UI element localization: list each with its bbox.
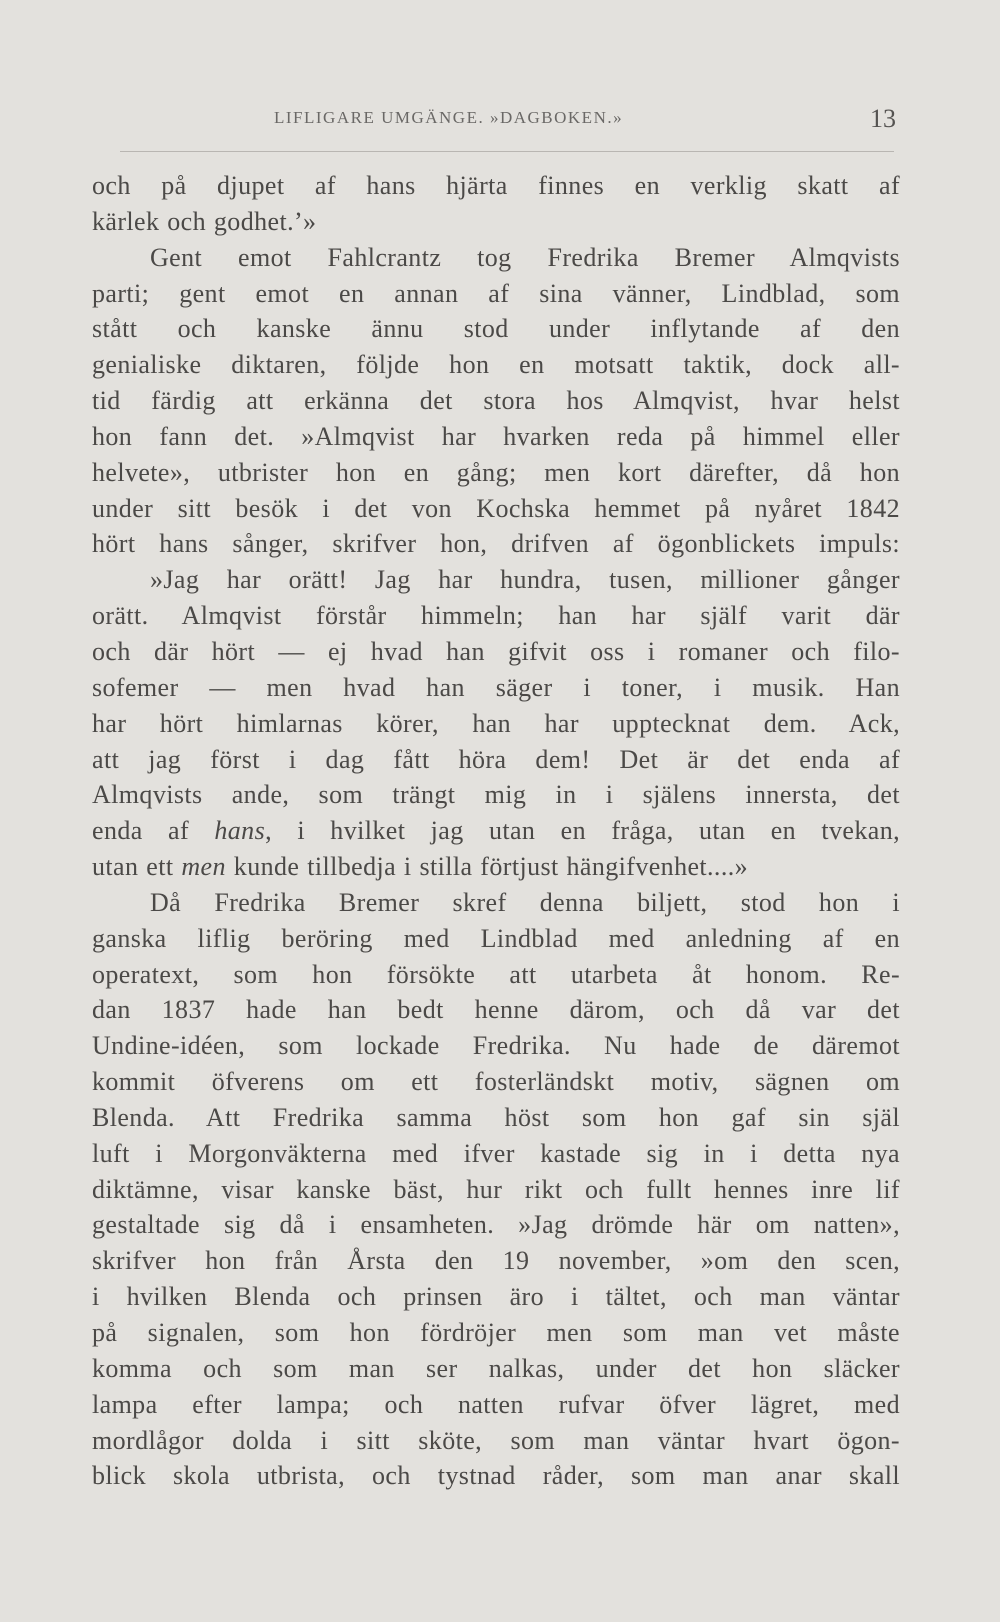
text-line: lampa efter lampa; och natten rufvar öfver lägret, med [92,1389,900,1419]
italic-word: men [181,852,226,882]
text-line: att jag först i dag fått höra dem! Det är det enda af [92,744,900,774]
text-run: enda af [92,816,215,846]
text-line: Blenda. Att Fredrika samma höst som hon gaf sin själ [92,1102,900,1132]
text-line: »Jag har orätt! Jag har hundra, tusen, millioner gånger [150,565,900,595]
text-run: utan ett [92,852,182,882]
text-line: och på djupet af hans hjärta finnes en verklig skatt af [92,171,900,200]
text-line: under sitt besök i det von Kochska hemmet på nyåret 1842 [92,493,900,523]
text-line: på signalen, som hon fördröjer men som man vet måste [92,1318,900,1347]
text-line: luft i Morgonväkterna med ifver kastade sig in i detta nya [92,1138,900,1168]
text-line: kärlek och godhet.’» [92,206,317,236]
text-line: ganska liflig beröring med Lindblad med anledning af en [92,923,900,953]
text-line: har hört himlarnas körer, han har upptecknat dem. Ack, [92,708,900,738]
text-line-men [92,849,900,885]
text-line: helvete», utbrister hon en gång; men kort därefter, då hon [92,457,900,487]
text-line: och där hört — ej hvad han gifvit oss i romaner och filo- [92,636,900,666]
text-run: kunde tillbedja i stilla förtjust hängifvenhet....» [225,852,749,882]
italic-word: hans [214,816,266,846]
text-line: Undine-idéen, som lockade Fredrika. Nu hade de däremot [92,1031,900,1061]
text-line: orätt. Almqvist förstår himmeln; han har själf varit där [92,601,900,631]
text-line: Då Fredrika Bremer skref denna biljett, stod hon i [150,887,900,917]
text-line: sofemer — men hvad han säger i toner, i musik. Han [92,672,900,702]
header-rule [120,151,894,152]
text-line: kommit öfverens om ett fosterländskt motiv, sägnen om [92,1067,900,1097]
text-line: operatext, som hon försökte att utarbeta åt honom. Re- [92,959,900,989]
running-head [92,104,900,144]
text-line-hans [92,813,900,849]
body-text [92,168,900,1494]
text-line: Almqvists ande, som trängt mig in i själens innersta, det [92,780,900,810]
text-line: stått och kanske ännu stod under inflytande af den [92,314,900,344]
running-title: LIFLIGARE UMGÄNGE. »DAGBOKEN.» [274,108,624,127]
text-line: genialiske diktaren, följde hon en motsatt taktik, dock all- [92,350,900,380]
text-line: Gent emot Fahlcrantz tog Fredrika Bremer Almqvists [150,242,900,272]
text-line: hört hans sånger, skrifver hon, drifven af ögonblickets impuls: [92,529,900,559]
text-line: skrifver hon från Årsta den 19 november, »om den scen, [92,1246,900,1276]
text-run: , i hvilket jag utan en fråga, utan en tvekan, [265,816,900,846]
text-line: komma och som man ser nalkas, under det hon släcker [92,1353,900,1383]
text-line: tid färdig att erkänna det stora hos Almqvist, hvar helst [92,386,900,416]
text-line: hon fann det. »Almqvist har hvarken reda på himmel eller [92,421,900,451]
text-line: i hvilken Blenda och prinsen äro i tältet, och man väntar [92,1282,900,1312]
page-number: 13 [870,104,896,133]
text-line: mordlågor dolda i sitt sköte, som man väntar hvart ögon- [92,1425,900,1455]
text-line: diktämne, visar kanske bäst, hur rikt och fullt hennes inre lif [92,1174,900,1204]
text-line: gestaltade sig då i ensamheten. »Jag drömde här om natten», [92,1210,900,1240]
text-line: dan 1837 hade han bedt henne därom, och då var det [92,995,900,1025]
text-line: blick skola utbrista, och tystnad råder, som man anar skall [92,1461,900,1491]
text-line: parti; gent emot en annan af sina vänner, Lindblad, som [92,278,900,308]
